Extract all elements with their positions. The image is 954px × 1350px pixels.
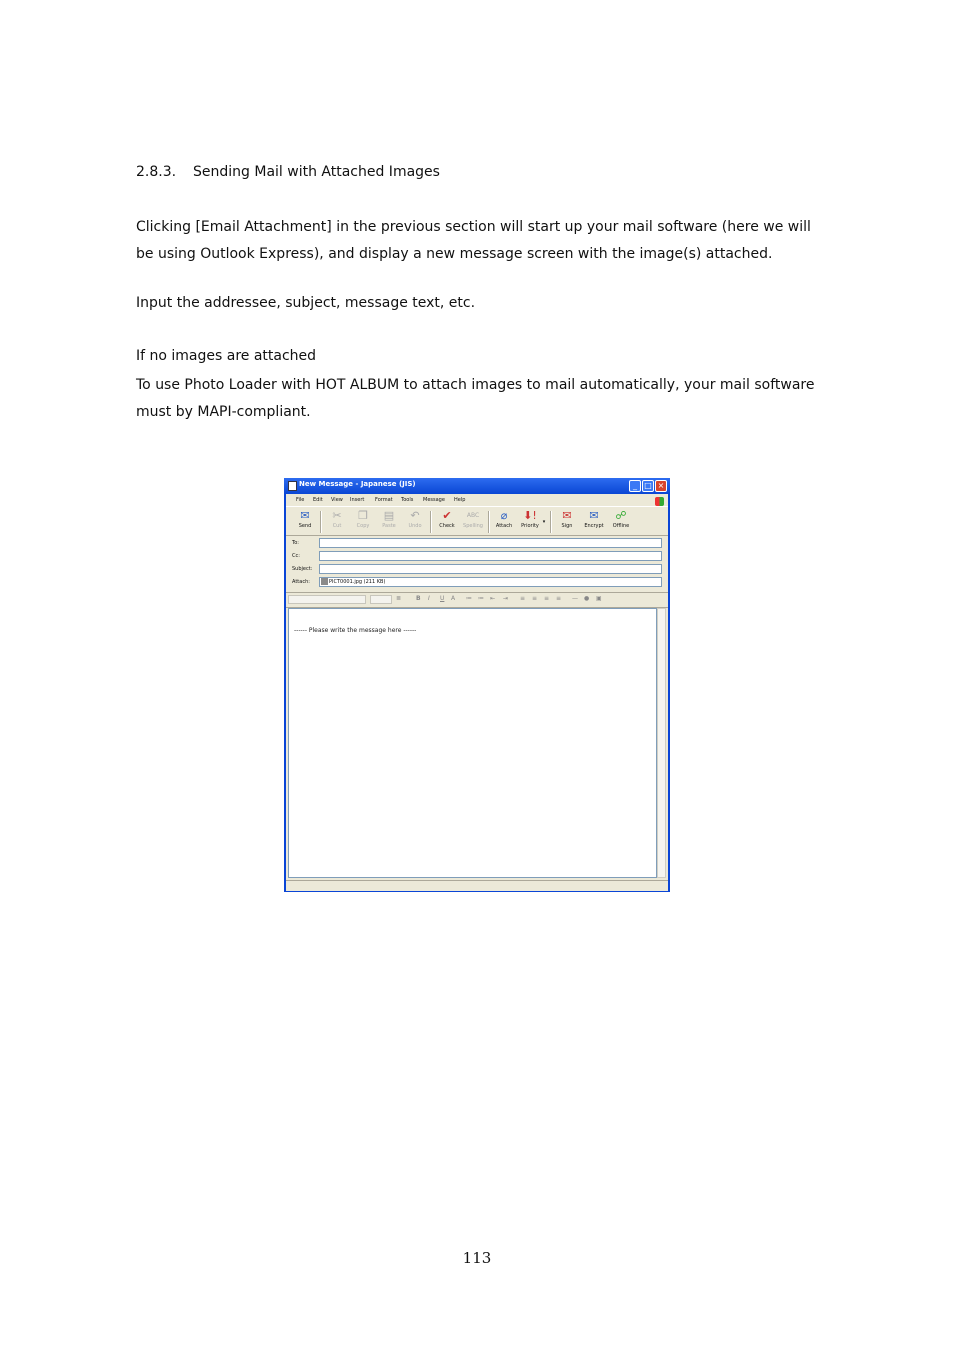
send-button[interactable] [292,509,318,529]
menu-format[interactable]: Format [375,497,393,503]
encrypt-icon: ✉ [589,509,599,522]
align-left-icon[interactable]: ≡ [520,595,526,602]
align-right-icon[interactable]: ≡ [544,595,550,602]
align-center-icon[interactable]: ≡ [532,595,538,602]
priority-dropdown-arrow-icon[interactable]: ▾ [542,519,546,525]
decrease-indent-icon[interactable]: ⇤ [490,595,496,602]
font-size-select[interactable] [370,595,392,604]
toolbar-separator [430,511,432,533]
sign-label: Sign [561,523,573,529]
copy-button[interactable] [350,509,376,529]
attach-button[interactable] [491,509,517,529]
sign-button[interactable] [554,509,580,529]
subject-field[interactable] [319,564,662,574]
status-bar [286,880,668,891]
hyperlink-icon[interactable]: ● [584,595,590,602]
undo-button[interactable] [402,509,428,529]
offline-button[interactable] [608,509,634,529]
cut-label: Cut [332,523,342,529]
sign-icon: ✉ [562,509,572,522]
attach-label: Attach: [292,579,310,585]
section-title: Sending Mail with Attached Images [193,164,440,180]
insert-picture-icon[interactable]: ▣ [596,595,602,602]
encrypt-label: Encrypt [584,523,604,529]
send-label: Send [298,523,312,529]
message-body[interactable] [288,608,657,878]
italic-icon[interactable]: I [428,595,430,602]
section-heading [136,162,440,182]
message-header [286,536,668,590]
send-icon: ✉ [300,509,310,522]
spelling-button[interactable] [460,509,486,529]
paste-button[interactable] [376,509,402,529]
bold-icon[interactable]: B [416,595,421,602]
increase-indent-icon[interactable]: ⇥ [503,595,509,602]
paragraph-input: Input the addressee, subject, message text, etc. [136,295,476,311]
paragraph-no-images: If no images are attached [136,348,317,364]
window-client [286,494,668,890]
menu-edit[interactable]: Edit [313,497,323,503]
body-text: ------ Please write the message here ------ [294,627,417,634]
menu-bar [286,494,668,505]
new-message-window [284,478,670,892]
paragraph-style-icon[interactable]: ≣ [396,595,402,602]
undo-label: Undo [408,523,422,529]
menu-view[interactable]: View [331,497,343,503]
encrypt-button[interactable] [581,509,607,529]
copy-icon: ❐ [358,509,368,522]
maximize-button[interactable]: □ [642,480,654,492]
subject-row [290,564,664,576]
paste-label: Paste [382,523,396,529]
cc-label[interactable]: Cc: [292,553,300,559]
offline-icon: ☍ [615,509,627,522]
font-color-icon[interactable]: A [451,595,456,602]
message-icon [288,481,297,491]
paperclip-icon: ⌀ [500,509,508,522]
bullet-list-icon[interactable]: ≔ [478,595,484,602]
spelling-icon: ABC [466,512,480,519]
title-bar[interactable] [284,478,670,494]
cc-row [290,551,664,563]
menu-message[interactable]: Message [423,497,445,503]
scissors-icon: ✂ [332,509,342,522]
image-file-icon [321,578,328,585]
underline-icon[interactable]: U [440,595,445,602]
minimize-button[interactable]: _ [629,480,641,492]
check-label: Check [439,523,455,529]
clipboard-icon: ▤ [383,509,395,522]
attach-row [290,577,664,589]
attachment-name[interactable]: PICT0001.jpg (211 KB) [329,579,386,585]
cut-button[interactable] [324,509,350,529]
toolbar-separator [488,511,490,533]
font-select[interactable] [288,595,366,604]
paragraph-intro: Clicking [Email Attachment] in the previous section will start up your mail software (here we will be using Outlook Express), and display a new message screen with the image(s) attached. [136,219,811,262]
vertical-scrollbar[interactable] [657,608,666,878]
priority-label: Priority [521,523,539,529]
offline-label: Offline [612,523,630,529]
menu-file[interactable]: File [296,497,305,503]
horizontal-line-icon[interactable]: — [572,595,578,602]
copy-label: Copy [356,523,370,529]
to-row [290,538,664,550]
subject-label: Subject: [292,566,313,572]
toolbar [286,506,668,536]
menu-tools[interactable]: Tools [401,497,414,503]
menu-help[interactable]: Help [454,497,466,503]
windows-logo-icon [655,497,664,506]
spelling-label: Spelling [463,523,483,529]
section-number: 2.8.3. [136,164,177,180]
attach-label: Attach [495,523,513,529]
attach-field[interactable] [319,577,662,587]
menu-insert[interactable]: Insert [350,497,365,503]
toolbar-separator [320,511,322,533]
page-number: 113 [462,1249,492,1267]
toolbar-separator [550,511,552,533]
to-field[interactable] [319,538,662,548]
numbered-list-icon[interactable]: ≔ [466,595,472,602]
window-title: New Message - Japanese (JIS) [299,480,416,488]
check-button[interactable] [434,509,460,529]
undo-icon: ↶ [410,509,420,522]
check-names-icon: ✔ [442,509,452,522]
justify-icon[interactable]: ≡ [556,595,562,602]
formatting-bar [286,592,668,608]
close-button[interactable]: × [655,480,667,492]
to-label[interactable]: To: [292,540,299,546]
priority-icon: ⬇! [523,509,537,522]
paragraph-mapi: To use Photo Loader with HOT ALBUM to attach images to mail automatically, your mail software must by MAPI-compliant. [136,377,815,420]
cc-field[interactable] [319,551,662,561]
